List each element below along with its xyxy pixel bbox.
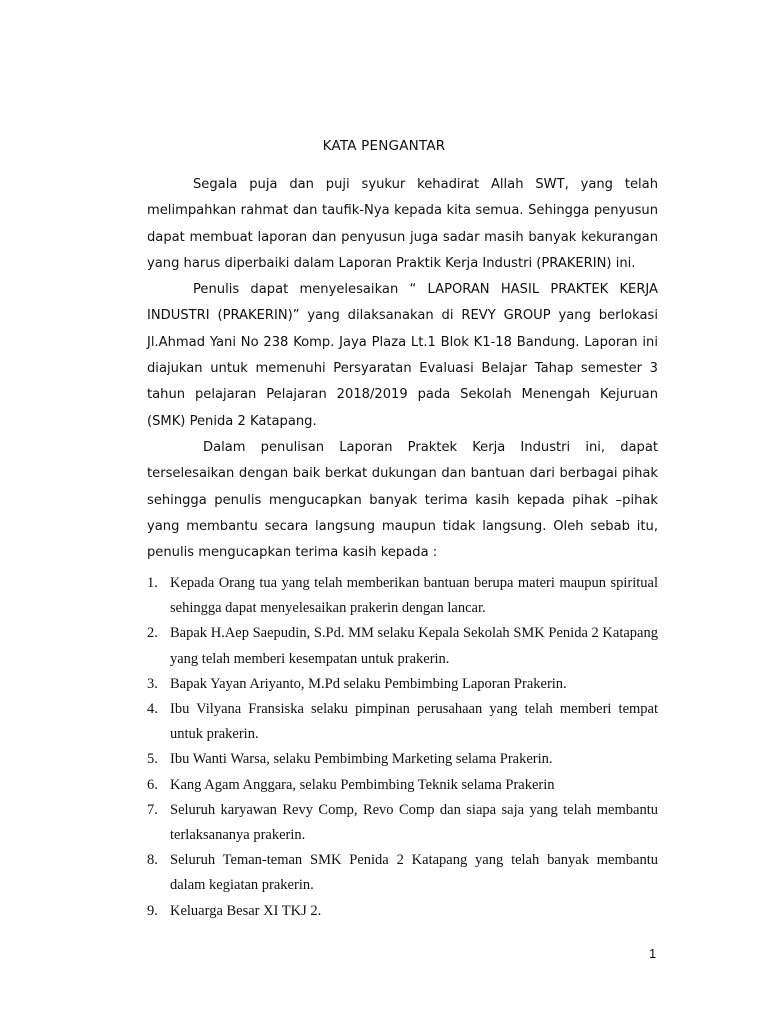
list-item-number: 8.: [147, 852, 158, 869]
list-item: [147, 672, 658, 697]
list-item-number: 2.: [147, 625, 158, 642]
body-text: [147, 172, 658, 566]
list-item-text: Bapak H.Aep Saepudin, S.Pd. MM selaku Kepala Sekolah SMK Penida 2 Katapang yang telah memberi kesempatan untuk prakerin.: [170, 625, 658, 667]
list-item-number: 4.: [147, 701, 158, 718]
list-item-number: 9.: [147, 902, 158, 919]
list-item-text: Seluruh Teman-teman SMK Penida 2 Katapang yang telah banyak membantu dalam kegiatan prakerin.: [170, 852, 658, 894]
list-item: [147, 571, 658, 621]
list-item: [147, 747, 658, 772]
list-item-number: 1.: [147, 575, 158, 591]
acknowledgement-list: [147, 571, 658, 924]
page-title: KATA PENGANTAR: [322, 138, 446, 154]
list-item-number: 7.: [147, 801, 158, 818]
list-item: [147, 621, 658, 671]
list-item-text: Ibu Vilyana Fransiska selaku pimpinan perusahaan yang telah memberi tempat untuk prakerin.: [170, 701, 658, 743]
list-item-text: Keluarga Besar XI TKJ 2.: [170, 902, 322, 919]
paragraph-report: Penulis dapat menyelesaikan “ LAPORAN HASIL PRAKTEK KERJA INDUSTRI (PRAKERIN)” yang dilaksanakan di REVY GROUP yang berlokasi Jl.Ahmad Yani No 238 Komp. Jaya Plaza Lt.1 Blok K1-18 Bandung. Laporan ini diajukan untuk memenuhi Persyaratan Evaluasi Belajar Tahap semester 3 tahun pelajaran Pelajaran 2018/2019 pada Sekolah Menengah Kejuruan (SMK) Penida 2 Katapang.: [147, 282, 658, 429]
list-item-number: 6.: [147, 776, 158, 793]
paragraph-intro: Segala puja dan puji syukur kehadirat Allah SWT, yang telah melimpahkan rahmat dan taufik-Nya kepada kita semua. Sehingga penyusun dapat membuat laporan dan penyusun juga sadar masih banyak kekurangan yang harus diperbaiki dalam Laporan Praktik Kerja Industri (PRAKERIN) ini.: [147, 177, 658, 271]
list-item-number: 3.: [147, 675, 158, 692]
list-item: [147, 899, 658, 924]
list-item-text: Seluruh karyawan Revy Comp, Revo Comp dan siapa saja yang telah membantu terlaksananya prakerin.: [170, 801, 658, 844]
list-item-number: 5.: [147, 751, 158, 768]
list-item: [147, 798, 658, 848]
list-item: [147, 773, 658, 798]
paragraph-thanks: Dalam penulisan Laporan Praktek Kerja Industri ini, dapat terselesaikan dengan baik berkat dukungan dan bantuan dari berbagai pihak sehingga penulis mengucapkan banyak terima kasih kepada pihak –pihak yang membantu secara langsung maupun tidak langsung. Oleh sebab itu, penulis mengucapkan terima kasih kepada :: [147, 439, 658, 561]
list-item-text: Bapak Yayan Ariyanto, M.Pd selaku Pembimbing Laporan Prakerin.: [170, 675, 567, 692]
list-item: [147, 848, 658, 898]
list-item-text: Kepada Orang tua yang telah memberikan bantuan berupa materi maupun spiritual sehingga dapat menyelesaikan prakerin dengan lancar.: [170, 575, 658, 617]
list-item-text: Kang Agam Anggara, selaku Pembimbing Teknik selama Prakerin: [170, 776, 555, 793]
list-item: [147, 697, 658, 747]
list-item-text: Ibu Wanti Warsa, selaku Pembimbing Marketing selama Prakerin.: [170, 751, 553, 768]
page-number: 1: [649, 946, 657, 961]
